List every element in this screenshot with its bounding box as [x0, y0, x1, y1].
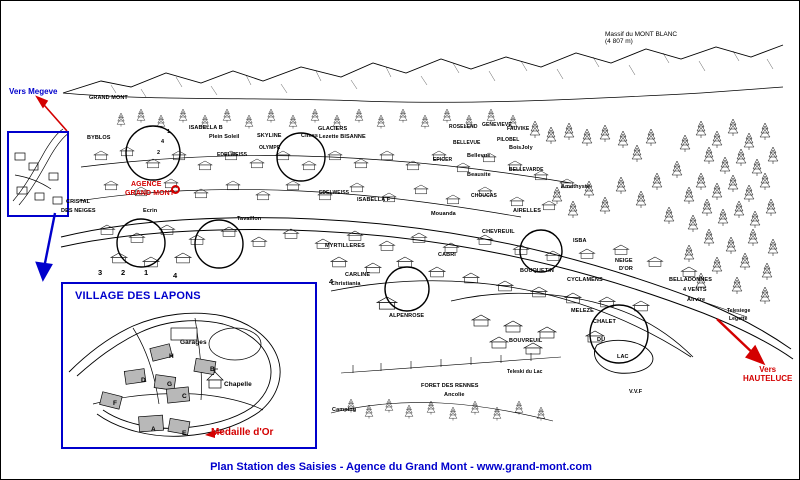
map-label: Christiania [331, 281, 361, 287]
map-label: OLYMPE [259, 145, 281, 151]
mont-blanc-line1: Massif du MONT BLANC [605, 31, 678, 38]
map-label: BoisJoly [509, 145, 533, 151]
map-label: NEIGE [615, 258, 633, 264]
map-label: SKYLINE [257, 133, 282, 139]
map-label: EPICER [433, 157, 453, 163]
map-label: Tavaillon [237, 216, 262, 222]
map-label: V.V.F [629, 389, 643, 395]
mont-blanc-line2: (4 807 m) [605, 38, 633, 46]
map-label: BOUQUETIN [520, 268, 554, 274]
vers-hauteluce-line2: HAUTELUCE [743, 373, 793, 383]
map-label: 4 [329, 277, 334, 286]
map-label: Mouanda [431, 211, 456, 217]
map-label: DU [597, 337, 606, 343]
vers-megeve-label: Vers Megeve [9, 87, 58, 96]
map-label: BELLEVUE [453, 140, 481, 146]
map-label: CARLINE [345, 272, 371, 278]
map-label: 4 [173, 271, 178, 280]
map-label: CHEVREUIL [482, 229, 515, 235]
map-label: BELLEVARDE [509, 167, 544, 173]
lapons-feature-label: F [113, 400, 118, 407]
agency-label-line2: GRAND MONT [125, 190, 175, 197]
map-label: Beausite [467, 172, 491, 178]
map-label: 1 [144, 268, 149, 277]
lapons-feature-label: D [141, 377, 146, 384]
lapons-feature-label: H [169, 353, 174, 360]
map-label: DES NEIGES [61, 208, 96, 214]
map-label: Amethyste [561, 184, 591, 190]
map-label: MELEZE [571, 308, 594, 314]
map-label: 2 [157, 150, 161, 156]
map-label: GENEVIEVE [482, 122, 512, 128]
lapons-feature-label: A [151, 426, 156, 433]
map-label: 4 [161, 139, 165, 145]
vers-hauteluce-line1: Vers [759, 365, 777, 374]
map-label: EDELWEISS [217, 152, 248, 158]
map-label: CABRI [438, 252, 456, 258]
map-label: Legette [729, 316, 748, 322]
agency-label-line1: AGENCE [131, 181, 162, 188]
map-label: ISBA [573, 238, 587, 244]
map-label: 1 [167, 129, 171, 135]
map-label: BOUVREUIL [509, 338, 543, 344]
map-label: Airvire [687, 297, 706, 303]
map-label: PILOBEL [497, 137, 520, 143]
map-label: Ancolie [444, 392, 465, 398]
lapons-feature-label: G [167, 381, 173, 388]
map-label: LAC [617, 354, 629, 360]
lapons-feature-label: Chapelle [224, 381, 252, 388]
map-label: BELLADONNES [669, 277, 712, 283]
map-label: ISABELLA B [189, 125, 223, 131]
map-label: CRISTAL [66, 199, 91, 205]
map-label: CHALET [593, 319, 616, 325]
map-label: Lezette BISANNE [319, 134, 366, 140]
lapons-label-layer [63, 284, 315, 447]
map-label: Camping [332, 407, 357, 413]
map-label: Plein Soleil [209, 134, 240, 140]
lapons-title: VILLAGE DES LAPONS [75, 290, 201, 302]
map-label: Ecrin [143, 208, 158, 214]
map-label: 4 VENTS [683, 287, 707, 293]
lapons-feature-label: C [182, 393, 187, 400]
map-label: Bellevue [467, 153, 491, 159]
map-label: CYCLAMENS [567, 277, 603, 283]
village-des-lapons-inset [61, 282, 317, 449]
map-label: ISABELLA F [357, 197, 391, 203]
map-label: CHOUCAS [471, 193, 497, 199]
map-label: BYBLOS [87, 135, 111, 141]
map-label: AIRELLES [513, 208, 541, 214]
map-label: EDELWEISS [319, 190, 350, 196]
lapons-feature-label: B [210, 366, 215, 373]
map-label: GLACIERS [318, 126, 348, 132]
map-label: 2 [121, 268, 126, 277]
map-label: FORET DES RENNES [421, 383, 479, 389]
map-label: Cimes [301, 133, 319, 139]
map-caption: Plan Station des Saisies - Agence du Grand Mont - www.grand-mont.com [210, 461, 592, 473]
map-label: Telesiege [727, 308, 751, 314]
map-label: Teleski du Lac [507, 369, 543, 375]
lapons-feature-label: E [182, 430, 187, 437]
map-label: MYRTILLERES [325, 243, 365, 249]
lapons-feature-label: Garages [180, 339, 207, 346]
map-label: 3 [98, 268, 103, 277]
map-label: ALPENROSE [389, 313, 425, 319]
map-label: D'OR [619, 266, 633, 272]
map-label: GRAND MONT [89, 95, 128, 101]
map-label: FAUVIKE [507, 126, 530, 132]
medaille-dor-label: Medaille d'Or [211, 427, 274, 438]
map-label: ROSELEND [449, 124, 478, 130]
